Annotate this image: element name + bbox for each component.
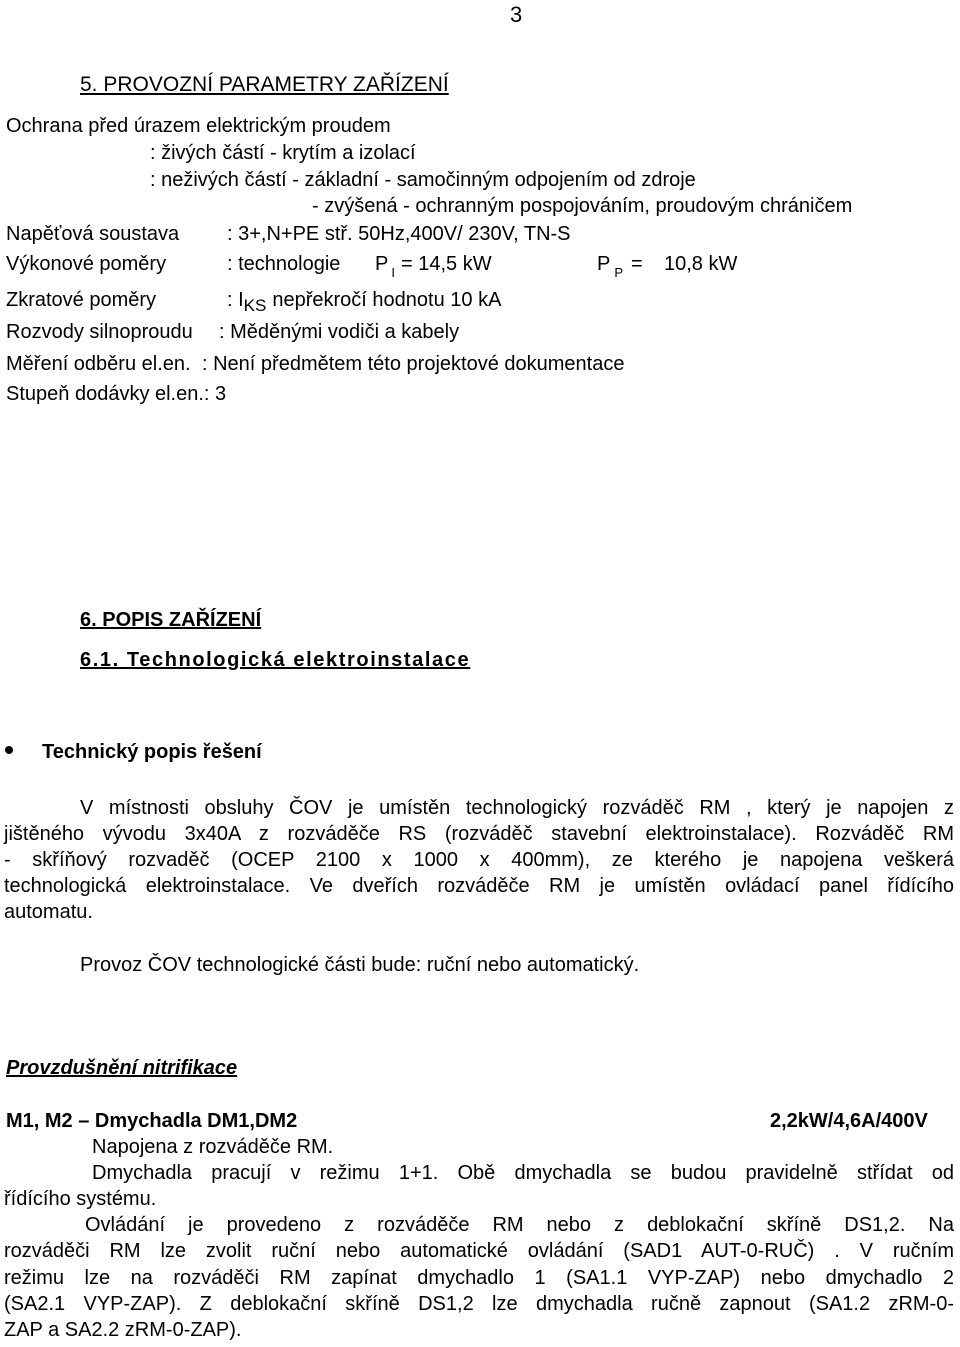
protection-non-live-parts: : neživých částí - základní - samočinným odpojením od zdroje	[150, 169, 696, 191]
ik-symbol: : I	[227, 289, 244, 311]
subscript-i: I	[391, 265, 395, 280]
section-5-heading: 5. PROVOZNÍ PARAMETRY ZAŘÍZENÍ	[80, 73, 449, 96]
bullet-dot	[5, 746, 13, 754]
paragraph-line: automatu.	[4, 901, 93, 923]
metering-value: : Není předmětem této projektové dokumentace	[202, 353, 625, 375]
paragraph-line: V místnosti obsluhy ČOV je umístěn technologický rozváděč RM , který je napojen z	[80, 797, 954, 819]
short-circuit-label: Zkratové poměry	[6, 289, 157, 311]
subscript-ks: KS	[243, 296, 267, 315]
technical-description-title: Technický popis řešení	[42, 741, 262, 763]
blowers-line: řídícího systému.	[4, 1188, 157, 1210]
short-circuit-value	[227, 289, 502, 315]
page-number: 3	[510, 2, 523, 27]
paragraph-line: jištěného vývodu 3x40A z rozváděče RS (rozváděč stavební elektroinstalace). Rozváděč RM	[4, 823, 954, 845]
blowers-line: Napojena z rozváděče RM.	[92, 1136, 334, 1158]
subscript-p: P	[614, 265, 624, 280]
metering-label: Měření odběru el.en.	[6, 353, 191, 375]
demand-power-equals: =	[631, 253, 643, 275]
voltage-system-label: Napěťová soustava	[6, 223, 180, 245]
blowers-line: režimu lze na rozváděči RM zapínat dmychadlo 1 (SA1.1 VYP-ZAP) nebo dmychadlo 2	[4, 1267, 954, 1289]
distribution-label: Rozvody silnoproudu	[6, 321, 193, 343]
blowers-title: M1, M2 – Dmychadla DM1,DM2	[6, 1110, 298, 1132]
blowers-line: Dmychadla pracují v režimu 1+1. Obě dmychadla se budou pravidelně střídat od	[92, 1162, 954, 1184]
power-demand	[597, 253, 643, 280]
blowers-line: (SA2.1 VYP-ZAP). Z deblokační skříně DS1,2 lze dmychadla ručně zapnout (SA1.2 zRM-0-	[4, 1293, 954, 1315]
power-label: Výkonové poměry	[6, 253, 167, 275]
protection-line: Ochrana před úrazem elektrickým proudem	[6, 115, 391, 137]
section-6-1-heading: 6.1. Technologická elektroinstalace	[80, 649, 471, 671]
short-circuit-text: nepřekročí hodnotu 10 kA	[272, 289, 502, 311]
p-symbol: P	[375, 253, 389, 275]
voltage-system-value: : 3+,N+PE stř. 50Hz,400V/ 230V, TN-S	[227, 223, 571, 245]
distribution-value: : Měděnými vodiči a kabely	[219, 321, 460, 343]
operation-mode-line: Provoz ČOV technologické části bude: ruční nebo automatický.	[80, 954, 640, 976]
supply-level: Stupeň dodávky el.en.: 3	[6, 383, 227, 405]
demand-power-value: 10,8 kW	[664, 253, 738, 275]
paragraph-line: technologická elektroinstalace. Ve dveřích rozváděče RM je umístěn ovládací panel řídícího	[4, 875, 954, 897]
aeration-heading: Provzdušnění nitrifikace	[6, 1057, 238, 1079]
blowers-line: ZAP a SA2.2 zRM-0-ZAP).	[4, 1319, 242, 1341]
power-technology: : technologie	[227, 253, 341, 275]
blowers-line: Ovládání je provedeno z rozváděče RM nebo z deblokační skříně DS1,2. Na	[85, 1214, 954, 1236]
installed-power-value: = 14,5 kW	[400, 253, 492, 275]
protection-increased: - zvýšená - ochranným pospojováním, proudovým chráničem	[312, 195, 853, 217]
paragraph-line: - skříňový rozvaděč (OCEP 2100 x 1000 x 400mm), ze kterého je napojena veškerá	[4, 849, 954, 871]
p-symbol: P	[597, 253, 611, 275]
power-installed	[375, 253, 492, 280]
blowers-line: rozváděči RM lze zvolit ruční nebo automatické ovládání (SAD1 AUT-0-RUČ) . V ručním	[4, 1240, 954, 1262]
blowers-power: 2,2kW/4,6A/400V	[770, 1110, 928, 1132]
section-6-heading: 6. POPIS ZAŘÍZENÍ	[80, 609, 262, 631]
protection-live-parts: : živých částí - krytím a izolací	[150, 142, 416, 164]
